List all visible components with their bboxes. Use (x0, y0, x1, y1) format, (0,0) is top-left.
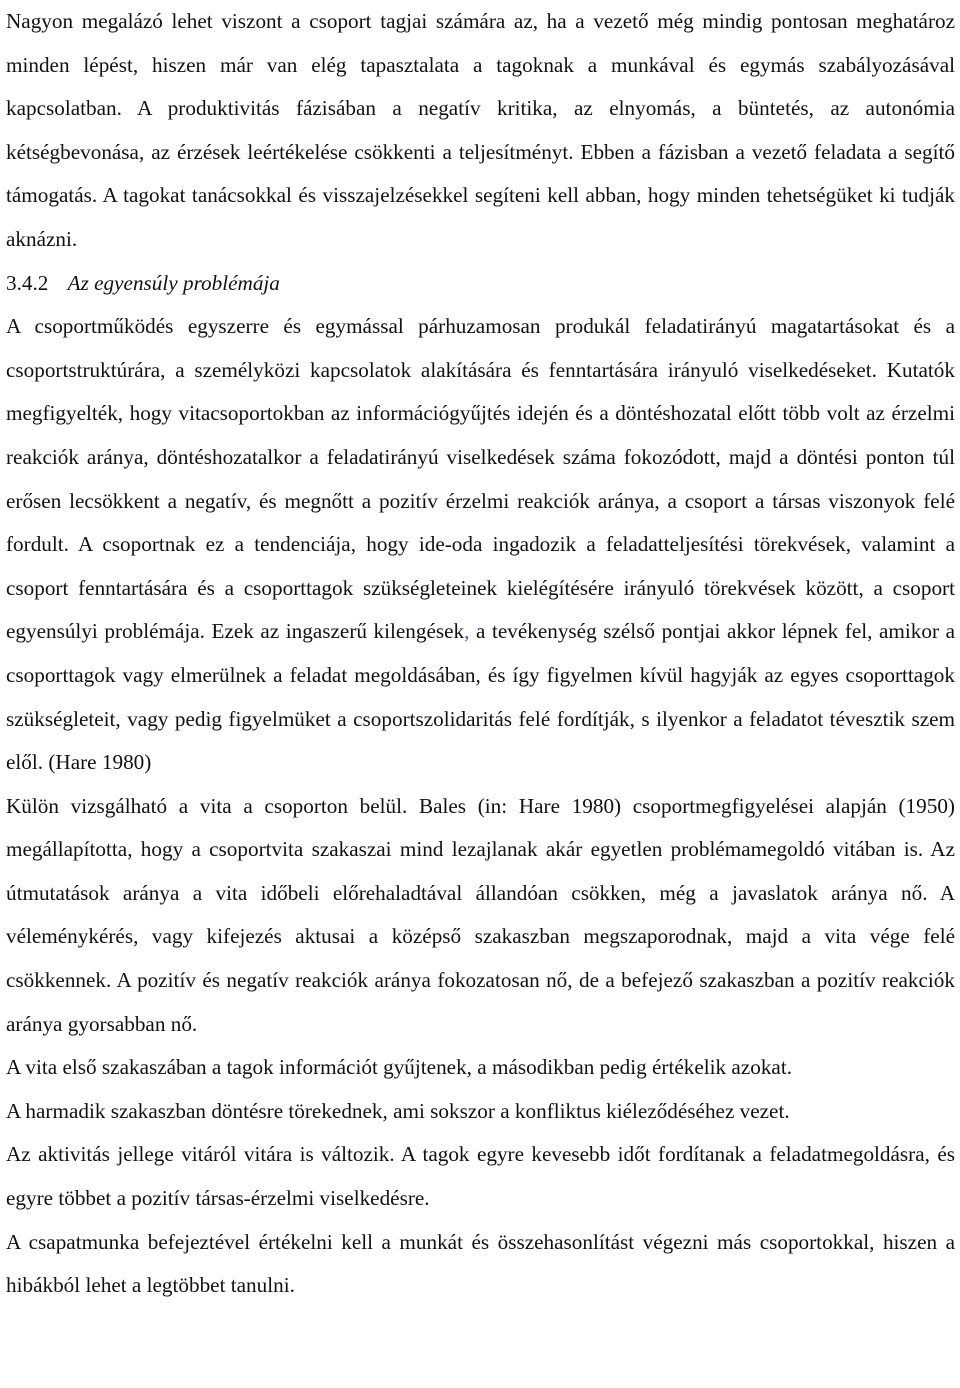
paragraph-activity: Az aktivitás jellege vitáról vitára is változik. A tagok egyre kevesebb időt fordítanak a feladatmegoldásra, és egyre többet a pozitív társas-érzelmi viselkedésre. (6, 1142, 955, 1211)
paragraph-balance (6, 305, 955, 785)
section-number: 3.4.2 (6, 270, 49, 295)
paragraph-first-stage: A vita első szakaszában a tagok információt gyűjtenek, a másodikban pedig értékelik azokat. (6, 1055, 793, 1080)
section-heading (6, 262, 955, 306)
document-page (6, 0, 955, 1308)
paragraph-intro: Nagyon megalázó lehet viszont a csoport tagjai számára az, ha a vezető még mindig pontosan meghatároz minden lépést, hiszen már van elég tapasztalata a tagoknak a munkával és egymás szabályozásával kapcsolatban. A produktivitás fázisában a negatív kritika, az elnyomás, a büntetés, az autonómia kétségbevonása, az érzések leértékelése csökkenti a teljesítményt. Ebben a fázisban a vezető feladata a segítő támogatás. A tagokat tanácsokkal és visszajelzésekkel segíteni kell abban, hogy minden tehetségüket ki tudják aknázni. (6, 9, 955, 251)
paragraph-balance-part2: a tevékenység szélső pontjai akkor lépnek fel, amikor a csoporttagok vagy elmerülnek a feladat megoldásában, és így figyelmen kívül hagyják az egyes csoporttagok szükségleteit, vagy pedig figyelmüket a csoportszolidaritás felé fordítják, s ilyenkor a feladatot tévesztik szem elől. (Hare 1980) (6, 619, 955, 775)
paragraph-balance-part1: A csoportműködés egyszerre és egymással párhuzamosan produkál feladatirányú magatartásokat és a csoportstruktúrára, a személyközi kapcsolatok alakítására és fenntartására irányuló viselkedéseket. Kutatók megfigyelték, hogy vitacsoportokban az információgyűjtés idején és a döntéshozatal előtt több volt az érzelmi reakciók aránya, döntéshozatalkor a feladatirányú viselkedések száma fokozódott, majd a döntési ponton túl erősen lecsökkent a negatív, és megnőtt a pozitív érzelmi reakciók aránya, a csoport a társas viszonyok felé fordult. A csoportnak ez a tendenciája, hogy ide-oda ingadozik a feladatteljesítési törekvések, valamint a csoport fenntartására és a csoporttagok szükségleteinek kielégítésére irányuló törekvések között, a csoport egyensúlyi problémája. Ezek az ingaszerű kilengések (6, 314, 955, 644)
paragraph-debate: Külön vizsgálható a vita a csoporton belül. Bales (in: Hare 1980) csoportmegfigyelései alapján (1950) megállapította, hogy a csoportvita szakaszai mind lezajlanak akár egyetlen problémamegoldó vitában is. Az útmutatások aránya a vita időbeli előrehaladtával állandóan csökken, még a javaslatok aránya nő. A véleménykérés, vagy kifejezés aktusai a középső szakaszban megszaporodnak, majd a vita vége felé csökkennek. A pozitív és negatív reakciók aránya fokozatosan nő, de a befejező szakaszban a pozitív reakciók aránya gyorsabban nő. (6, 793, 955, 1036)
section-title: Az egyensúly problémája (67, 270, 280, 295)
paragraph-third-stage: A harmadik szakaszban döntésre törekednek, ami sokszor a konfliktus kiéleződéséhez vezet. (6, 1098, 790, 1123)
highlighted-comma: , (464, 619, 470, 644)
paragraph-evaluation: A csapatmunka befejeztével értékelni kell a munkát és összehasonlítást végezni más csoportokkal, hiszen a hibákból lehet a legtöbbet tanulni. (6, 1229, 955, 1298)
